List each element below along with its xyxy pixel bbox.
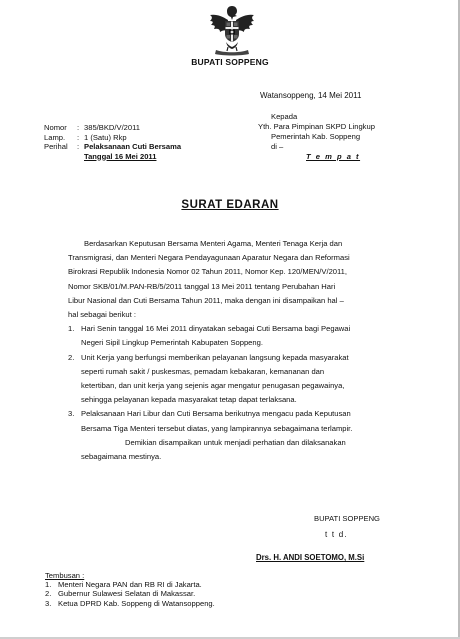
list-item-line: Hari Senin tanggal 16 Mei 2011 dinyatakan sebagai Cuti Bersama bagi Pegawai xyxy=(81,324,351,334)
meta-perihal-cont xyxy=(44,152,181,162)
list-item-line: sehingga pelayanan kepada masyarakat tetap dapat terlaksana. xyxy=(81,395,297,405)
tembusan-item-text: Menteri Negara PAN dan RB RI di Jakarta. xyxy=(58,580,202,590)
signature-ttd: t t d. xyxy=(325,530,348,539)
perihal-colon: : xyxy=(77,142,80,151)
tembusan-item xyxy=(45,580,215,589)
tembusan-heading: Tembusan : xyxy=(45,571,85,580)
lamp-value: 1 (Satu) Rkp xyxy=(84,132,127,142)
tembusan-block xyxy=(45,571,215,608)
letter-meta xyxy=(44,123,181,161)
list-item-line: seperti rumah sakit / puskesmas, pemadam kebakaran, kemananan dan xyxy=(81,366,325,376)
lamp-colon: : xyxy=(77,132,80,142)
list-item-line: ketertiban, dan unit kerja yang sejenis agar mengatur penugasan pegawainya, xyxy=(81,381,345,391)
recipient-line1: Yth. Para Pimpinan SKPD Lingkup xyxy=(258,122,375,131)
body-p1-line: Transmigrasi, dan Menteri Negara Pendayagunaan Aparatur Negara dan Reformasi xyxy=(68,253,350,263)
list-item-number: 1. xyxy=(68,324,75,334)
body-p1-line: hal sebagai berikut : xyxy=(68,310,136,320)
tembusan-item-number: 2. xyxy=(45,589,52,599)
list-item xyxy=(68,322,418,350)
tembusan-item-text: Ketua DPRD Kab. Soppeng di Watansoppeng. xyxy=(58,598,215,608)
garuda-pancasila-emblem-icon xyxy=(208,4,256,56)
nomor-value: 385/BKD/V/2011 xyxy=(84,123,141,132)
list-item xyxy=(68,351,418,408)
list-item-line: Bersama Tiga Menteri tersebut diatas, yang lampirannya sebagaimana terlampir. xyxy=(81,423,353,433)
body-p1-line: Libur Nasional dan Cuti Bersama Tahun 2011, maka dengan ini disampaikan hal – xyxy=(68,295,344,305)
list-item-number: 3. xyxy=(68,409,75,419)
meta-perihal-row xyxy=(44,142,181,152)
list-item-line: Negeri Sipil Lingkup Pemerintah Kabupaten Soppeng. xyxy=(81,338,263,348)
perihal-label: Perihal xyxy=(44,142,68,151)
meta-nomor-row xyxy=(44,123,181,133)
signature-office: BUPATI SOPPENG xyxy=(314,514,380,523)
list-item-number: 2. xyxy=(68,352,75,362)
place-date: Watansoppeng, 14 Mei 2011 xyxy=(260,91,362,100)
tembusan-item-number: 3. xyxy=(45,598,52,608)
tembusan-item xyxy=(45,599,215,608)
recipient-tempat: T e m p a t xyxy=(306,152,361,161)
signature-name: Drs. H. ANDI SOETOMO, M.Si xyxy=(256,553,365,562)
body-p1-line: Berdasarkan Keputusan Bersama Menteri Agama, Menteri Tenaga Kerja dan xyxy=(84,239,343,248)
nomor-colon: : xyxy=(77,123,80,132)
list-item xyxy=(68,407,418,435)
meta-lamp-row xyxy=(44,133,181,143)
letterhead-office: BUPATI SOPPENG xyxy=(191,57,269,67)
body-p1-line: Birokrasi Republik Indonesia Nomor 02 Tahun 2011, Nomor Kep. 120/MEN/V/2011, xyxy=(68,267,348,277)
nomor-label: Nomor xyxy=(44,123,67,132)
body-p1-line: Nomor SKB/01/M.PAN-RB/5/2011 tanggal 13 Mei 2011 tentang Perubahan Hari xyxy=(68,281,336,291)
closing-line1: Demikian disampaikan untuk menjadi perhatian dan dilaksanakan xyxy=(125,437,346,447)
recipient-block xyxy=(258,112,375,152)
document-title: SURAT EDARAN xyxy=(181,199,279,211)
tembusan-item-text: Gubernur Sulawesi Selatan di Makassar. xyxy=(58,589,196,599)
list-item-line: Pelaksanaan Hari Libur dan Cuti Bersama berikutnya mengacu pada Keputusan xyxy=(81,409,351,419)
tembusan-item-number: 1. xyxy=(45,580,52,590)
lamp-label: Lamp. xyxy=(44,132,66,142)
recipient-kepada: Kepada xyxy=(271,112,298,121)
list-item-line: Unit Kerja yang berfungsi memberikan pelayanan langsung kepada masyarakat xyxy=(81,352,349,362)
tembusan-item xyxy=(45,589,215,598)
closing-line2: sebagaimana mestinya. xyxy=(81,452,162,462)
perihal-line2: Tanggal 16 Mei 2011 xyxy=(84,151,157,161)
recipient-di: di – xyxy=(271,142,284,151)
perihal-line1: Pelaksanaan Cuti Bersama xyxy=(84,142,182,151)
letter-body xyxy=(68,237,418,464)
recipient-line2: Pemerintah Kab. Soppeng xyxy=(271,132,361,141)
